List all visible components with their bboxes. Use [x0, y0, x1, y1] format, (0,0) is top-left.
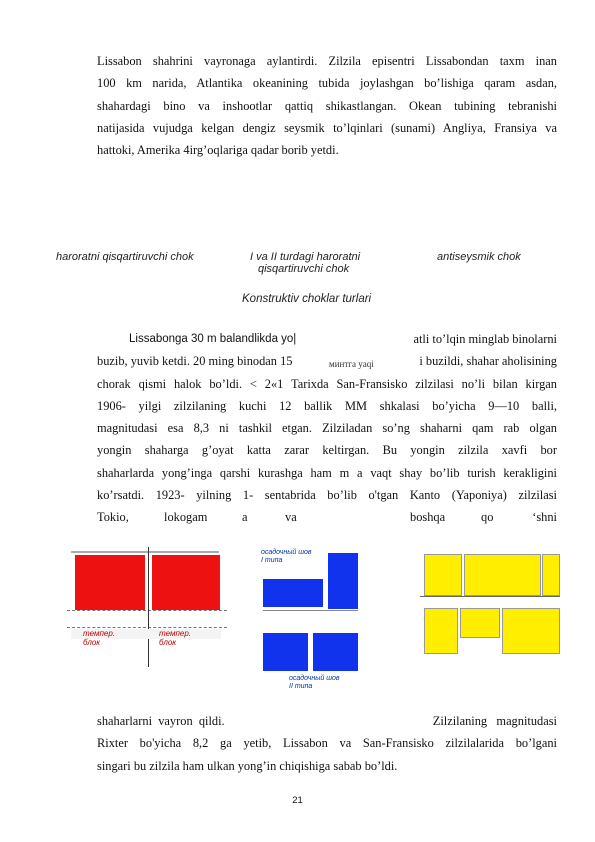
- text-fragment: lokogam: [164, 510, 208, 525]
- ground-line: [263, 610, 358, 611]
- text-line: 1906- yilgi zilzilaning kuchi 12 ballik MM shkalasi bo’yicha 9—10 balli,: [97, 398, 557, 413]
- text-fragment: shaharlarni vayron qildi.: [97, 714, 225, 728]
- blue-block: [263, 579, 323, 607]
- red-block-label-line: блок: [83, 638, 101, 647]
- text-line: shahardagi bino va inshootlar qattiq shikastlangan. Okean tubining tebranishi: [97, 98, 557, 113]
- blue-block: [328, 553, 358, 609]
- text-line: 100 km narida, Atlantika okeanining tubida joylashgan bo’lishiga qaram asdan,: [97, 76, 557, 91]
- yellow-block: [460, 608, 500, 638]
- text-fragment: Lissabonga 30 m balandlikda yo|: [129, 333, 297, 345]
- red-block-label-line: темпер.: [83, 629, 116, 638]
- text-line: Rixter bo'yicha 8,2 ga yetib, Lissabon va San-Fransisko zilzilalarida bo’lgani: [97, 736, 557, 751]
- foundation-dash-lines: [67, 610, 227, 628]
- middle-paragraph: [97, 328, 557, 529]
- text-line: shaharlarda yong’inga qarshi kurashga ham m a vaqt shay bo’lib turish kerakligini: [97, 465, 557, 480]
- blue-label-bottom: [289, 675, 340, 691]
- text-line: magnitudasi esa 8,3 ni tashkil etgan. Zilziladan so’ng shaharni qam rab olgan: [97, 421, 557, 436]
- figure1-label-thermal: haroratni qisqartiruvchi chok: [56, 251, 194, 263]
- top-paragraph: [97, 50, 557, 161]
- joint-line-horizontal: [420, 596, 560, 597]
- page-number: 21: [292, 795, 303, 806]
- figure-top-line: [71, 551, 219, 553]
- figure1-label-antiseismic: antiseysmik chok: [437, 251, 521, 263]
- figure1-label-types: [250, 251, 360, 275]
- red-block: [75, 555, 145, 610]
- text-fragment: i buzildi, shahar aholisining: [419, 354, 557, 369]
- yellow-block: [502, 608, 560, 654]
- blue-label-line: осадочный шов: [289, 675, 340, 682]
- figure1-label-types-line1: I va II turdagi haroratni: [250, 251, 361, 263]
- text-line: singari bu zilzila ham ulkan yong’in chiqishiga sabab bo’ldi.: [97, 758, 398, 773]
- text-fragment: Tokio,: [97, 510, 129, 525]
- text-line: natijasida vujudga kelgan dengiz seysmik to’lqinlari (sunami) Angliya, Fransiya va: [97, 120, 557, 135]
- antiseismic-block-figure: [420, 550, 560, 665]
- text-fragment: boshqa: [410, 510, 446, 525]
- bottom-paragraph: [97, 710, 557, 777]
- red-block-label-line: блок: [159, 638, 177, 647]
- figure1-label-types-line2: qisqartiruvchi chok: [258, 263, 350, 275]
- text-fragment: va: [285, 510, 297, 525]
- red-block: [152, 555, 220, 610]
- text-line: chorak qismi halok bo’ldi. < 2«1 Tarixda San-Fransisko zilzilasi no’li bilan kirgan: [97, 376, 557, 391]
- text-fragment: Zilzilaning magnitudasi: [432, 714, 557, 728]
- text-fragment: a: [242, 510, 248, 525]
- text-line: Lissabon shahrini vayronaga aylantirdi. Zilzila episentri Lissabondan taxm inan: [97, 54, 557, 68]
- thermal-block-figure: [63, 547, 233, 671]
- blue-label-top: [261, 549, 312, 565]
- text-line: [97, 710, 557, 732]
- text-line: hattoki, Amerika 4irg’oqlariga qadar borib yetdi.: [97, 143, 339, 158]
- figure1-caption: Konstruktiv choklar turlari: [242, 293, 372, 305]
- yellow-block: [424, 608, 458, 654]
- red-block-label: [159, 629, 191, 647]
- text-line: ko’rsatdi. 1923- yilning 1- sentabrida bo’lib o'tgan Kanto (Yaponiya) zilzilasi: [97, 488, 557, 503]
- text-fragment: минтга yaqi: [329, 359, 374, 370]
- text-line: [97, 328, 557, 350]
- text-fragment: qo: [481, 510, 494, 525]
- blue-label-line: I типа: [261, 557, 283, 564]
- text-fragment: buzib, yuvib ketdi. 20 ming binodan 15: [97, 354, 293, 369]
- blue-block: [313, 633, 358, 671]
- yellow-block: [542, 554, 560, 596]
- joint-line: [148, 547, 149, 667]
- text-fragment: atli to’lqin minglab binolarni: [413, 332, 557, 346]
- yellow-block: [424, 554, 462, 596]
- text-line: [97, 506, 557, 528]
- text-line: yongin shaharga g’oyat katta zarar keltirgan. Bu yongin zilzila xavfi bor: [97, 443, 557, 458]
- blue-label-line: осадочный шов: [261, 549, 312, 556]
- settlement-joint-figure: [255, 547, 363, 697]
- text-line: [97, 350, 557, 372]
- blue-label-line: II типа: [289, 683, 313, 690]
- text-fragment: ‘shni: [532, 510, 557, 525]
- red-block-label-line: темпер.: [159, 629, 192, 638]
- yellow-block: [464, 554, 541, 596]
- red-block-label: [83, 629, 115, 647]
- blue-block: [263, 633, 308, 671]
